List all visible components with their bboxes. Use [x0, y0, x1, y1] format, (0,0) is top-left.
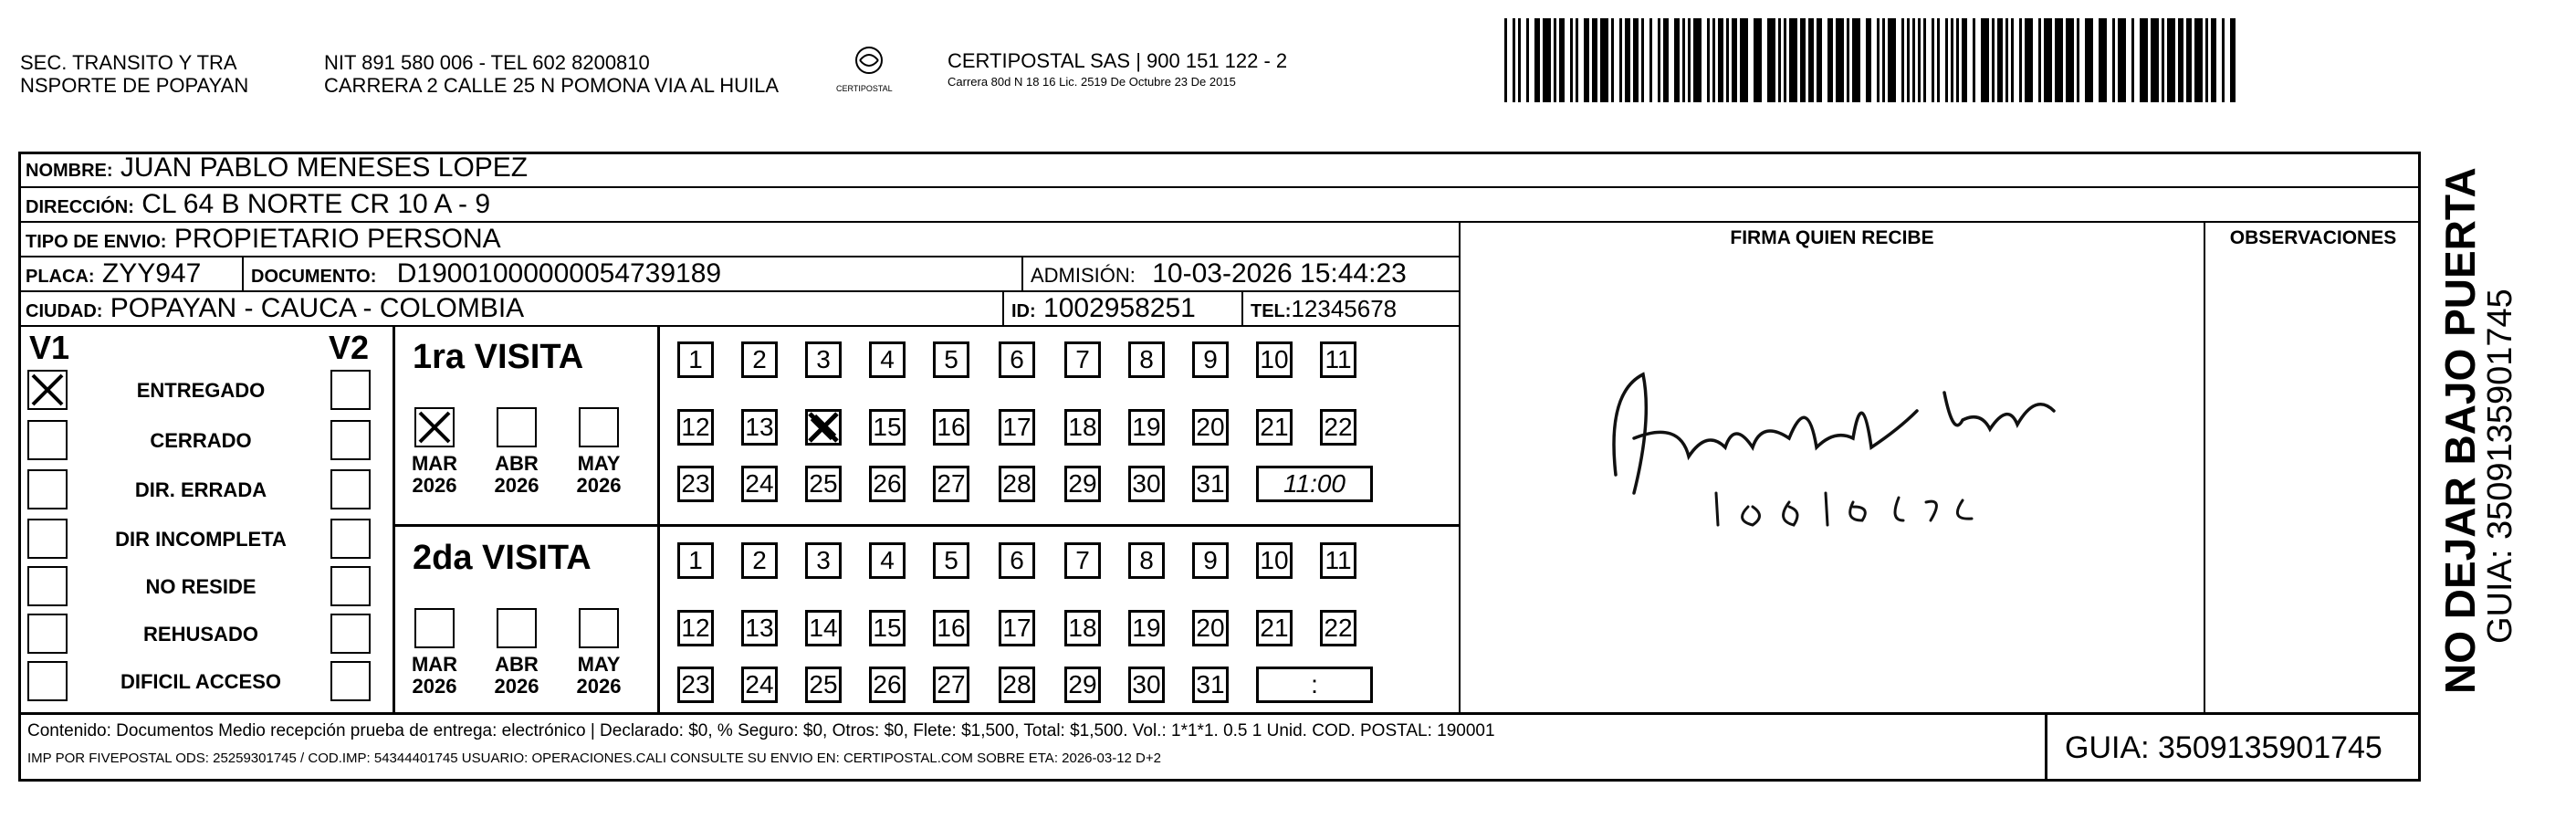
- footer-line-1: Contenido: Documentos Medio recepción prueba de entrega: electrónico | Declarado: $0, % Seguro: $0, Otros: $0, Flete: $1,500, Total: $1,500. Vol.: 1*1*1. 0.5 1 Unid. COD. POSTAL: 190001: [27, 721, 1495, 740]
- status-label: DIR. ERRADA: [134, 478, 267, 501]
- barcode-bar: [1718, 18, 1723, 102]
- nombre-label: NOMBRE:: [26, 161, 113, 181]
- day-box[interactable]: 7: [1064, 542, 1101, 579]
- barcode-bar: [1789, 18, 1797, 102]
- check-x-icon: [29, 372, 66, 408]
- visit-title: 1ra VISITA: [413, 338, 584, 376]
- day-box[interactable]: 26: [869, 466, 906, 502]
- v1-label: V1: [29, 329, 70, 366]
- month-name: ABR: [495, 653, 539, 676]
- barcode-bar: [1584, 18, 1589, 102]
- day-box[interactable]: 25: [805, 466, 842, 502]
- status-label: DIFICIL ACCESO: [120, 670, 281, 693]
- check-x-icon: [416, 409, 453, 446]
- barcode-bar: [1633, 18, 1639, 102]
- v1-checkbox[interactable]: [27, 661, 68, 701]
- day-box[interactable]: [805, 409, 842, 446]
- barcode-bar: [2077, 18, 2079, 102]
- barcode-bar: [2066, 18, 2074, 102]
- tipo-value: PROPIETARIO PERSONA: [173, 224, 501, 254]
- month-year: 2026: [494, 474, 539, 497]
- day-box[interactable]: 27: [933, 667, 969, 703]
- barcode-bar: [1992, 18, 1995, 102]
- barcode-bar: [1712, 18, 1715, 102]
- month-label: [489, 654, 544, 698]
- courier-line: CERTIPOSTAL SAS | 900 151 122 - 2: [948, 49, 1288, 72]
- day-box[interactable]: 1: [677, 341, 714, 378]
- month-checkbox[interactable]: [414, 407, 455, 447]
- day-box[interactable]: 19: [1128, 610, 1165, 646]
- month-name: MAY: [577, 452, 621, 475]
- day-box[interactable]: 9: [1192, 341, 1229, 378]
- day-box[interactable]: 25: [805, 667, 842, 703]
- nombre-row: [18, 152, 2421, 186]
- org-line-1: SEC. TRANSITO Y TRA: [20, 51, 237, 74]
- barcode-bar: [1973, 18, 1975, 102]
- org-line-2: NSPORTE DE POPAYAN: [20, 74, 249, 97]
- barcode-bar: [1641, 18, 1644, 102]
- day-box[interactable]: 3: [805, 542, 842, 579]
- certipostal-logo: [851, 46, 887, 82]
- day-box[interactable]: 6: [999, 341, 1035, 378]
- id-cell: [1002, 290, 1241, 325]
- day-box[interactable]: 18: [1064, 610, 1101, 646]
- logo-caption: CERTIPOSTAL: [836, 84, 893, 93]
- barcode-bar: [1877, 18, 1880, 102]
- v2-checkbox[interactable]: [330, 519, 371, 559]
- month-label: [571, 654, 626, 698]
- barcode-bar: [2140, 18, 2148, 102]
- day-box[interactable]: 14: [805, 610, 842, 646]
- barcode-bar: [2085, 18, 2093, 102]
- barcode-bar: [2011, 18, 2014, 102]
- month-year: 2026: [412, 474, 457, 497]
- barcode-bar: [1663, 18, 1669, 102]
- day-box[interactable]: 31: [1192, 466, 1229, 502]
- v2-checkbox[interactable]: [330, 420, 371, 460]
- day-box[interactable]: 15: [869, 610, 906, 646]
- admision-cell: [1021, 256, 1459, 290]
- firma-divider: [1459, 256, 1461, 712]
- day-box[interactable]: 12: [677, 409, 714, 446]
- day-box[interactable]: 20: [1192, 610, 1229, 646]
- barcode-bar: [1754, 18, 1762, 102]
- barcode-bar: [1918, 18, 1921, 102]
- barcode-bar: [1817, 18, 1822, 102]
- day-box[interactable]: 23: [677, 667, 714, 703]
- day-box[interactable]: 22: [1320, 610, 1356, 646]
- day-box[interactable]: 15: [869, 409, 906, 446]
- v1-checkbox[interactable]: [27, 614, 68, 654]
- ciudad-value: POPAYAN - CAUCA - COLOMBIA: [110, 293, 525, 323]
- month-year: 2026: [576, 474, 622, 497]
- barcode-bar: [1882, 18, 1885, 102]
- month-name: MAR: [411, 653, 458, 676]
- barcode-bar: [1808, 18, 1814, 102]
- barcode-bar: [1951, 18, 1953, 102]
- barcode-bar: [1707, 18, 1710, 102]
- barcode-bar: [1907, 18, 1910, 102]
- barcode-bar: [1932, 18, 1934, 102]
- barcode-bar: [1740, 18, 1748, 102]
- tel-value: 12345678: [1291, 295, 1398, 322]
- day-box[interactable]: 2: [741, 542, 778, 579]
- day-box[interactable]: 21: [1256, 610, 1293, 646]
- day-box[interactable]: 11: [1320, 341, 1356, 378]
- day-box[interactable]: 5: [933, 341, 969, 378]
- month-name: MAR: [411, 452, 458, 475]
- day-box[interactable]: 5: [933, 542, 969, 579]
- day-box[interactable]: 29: [1064, 667, 1101, 703]
- v2-label: V2: [329, 329, 370, 366]
- day-box[interactable]: 22: [1320, 409, 1356, 446]
- day-box[interactable]: 29: [1064, 466, 1101, 502]
- day-box[interactable]: 17: [999, 409, 1035, 446]
- barcode-bar: [2230, 18, 2236, 102]
- barcode-bar: [1600, 18, 1608, 102]
- barcode-bar: [1901, 18, 1904, 102]
- barcode-bar: [2099, 18, 2107, 102]
- v2-checkbox[interactable]: [330, 566, 371, 606]
- obs-divider: [2204, 256, 2205, 712]
- day-box[interactable]: 16: [933, 409, 969, 446]
- side-guia: GUIA: 3509135901745: [2481, 289, 2519, 644]
- check-x-icon: [808, 412, 839, 443]
- courier-sub: Carrera 80d N 18 16 Lic. 2519 De Octubre 23 De 2015: [948, 75, 1236, 89]
- status-label: DIR INCOMPLETA: [115, 528, 287, 551]
- day-box[interactable]: 11: [1320, 542, 1356, 579]
- day-box[interactable]: 4: [869, 341, 906, 378]
- barcode-bar: [2222, 18, 2225, 102]
- admision-value: 10-03-2026 15:44:23: [1152, 258, 1407, 289]
- time-box[interactable]: 11:00: [1256, 466, 1373, 502]
- barcode-bar: [1554, 18, 1556, 102]
- barcode-bar: [2162, 18, 2164, 102]
- barcode-bar: [1827, 18, 1833, 102]
- barcode-bar: [2186, 18, 2192, 102]
- v2-checkbox[interactable]: [330, 370, 371, 410]
- v2-checkbox[interactable]: [330, 469, 371, 509]
- barcode-bar: [1732, 18, 1737, 102]
- month-checkbox[interactable]: [497, 407, 537, 447]
- barcode-bar: [1945, 18, 1948, 102]
- status-visit-divider: [393, 325, 395, 712]
- day-box[interactable]: 10: [1256, 542, 1293, 579]
- direccion-row: [18, 186, 2421, 221]
- barcode-bar: [1866, 18, 1871, 102]
- footer-guia: GUIA: 3509135901745: [2065, 730, 2382, 765]
- placa-label: PLACA:: [26, 267, 95, 287]
- status-label: ENTREGADO: [136, 379, 266, 402]
- barcode-bar: [2025, 18, 2033, 102]
- firma-header: FIRMA QUIEN RECIBE: [1459, 221, 2204, 256]
- month-year: 2026: [494, 675, 539, 698]
- barcode-bar: [2178, 18, 2183, 102]
- barcode-bar: [1688, 18, 1691, 102]
- barcode-bar: [2167, 18, 2175, 102]
- status-top-line: [18, 325, 1459, 327]
- v1-checkbox[interactable]: [27, 519, 68, 559]
- footer-line: [18, 712, 2421, 715]
- barcode-bar: [2019, 18, 2022, 102]
- barcode-bar: [1543, 18, 1551, 102]
- day-box[interactable]: 17: [999, 610, 1035, 646]
- barcode-bar: [1513, 18, 1515, 102]
- day-box[interactable]: 28: [999, 466, 1035, 502]
- barcode-bar: [1658, 18, 1660, 102]
- barcode-bar: [1674, 18, 1680, 102]
- barcode-bar: [1611, 18, 1614, 102]
- tipo-row: [18, 221, 1459, 256]
- barcode-bar: [1649, 18, 1652, 102]
- day-box[interactable]: 20: [1192, 409, 1229, 446]
- day-box[interactable]: 26: [869, 667, 906, 703]
- documento-label: DOCUMENTO:: [251, 267, 377, 287]
- day-box[interactable]: 10: [1256, 341, 1293, 378]
- visit-separator: [393, 524, 1459, 527]
- month-name: ABR: [495, 452, 539, 475]
- month-checkbox[interactable]: [579, 608, 619, 648]
- documento-value: D19001000000054739189: [396, 258, 722, 289]
- barcode-bar: [1852, 18, 1860, 102]
- barcode-bar: [2038, 18, 2041, 102]
- day-box[interactable]: 19: [1128, 409, 1165, 446]
- tel-label: TEL:: [1251, 301, 1292, 321]
- placa-value: ZYY947: [101, 258, 202, 289]
- barcode-bar: [1559, 18, 1565, 102]
- barcode-bar: [1784, 18, 1786, 102]
- day-box[interactable]: 31: [1192, 667, 1229, 703]
- status-label: REHUSADO: [143, 623, 258, 646]
- v1-checkbox[interactable]: [27, 370, 68, 410]
- nombre-value: JUAN PABLO MENESES LOPEZ: [120, 152, 529, 183]
- ciudad-cell: [18, 290, 1002, 325]
- address-line: CARRERA 2 CALLE 25 N POMONA VIA AL HUILA: [324, 74, 780, 97]
- day-box[interactable]: 27: [933, 466, 969, 502]
- barcode-bar: [1592, 18, 1597, 102]
- id-value: 1002958251: [1043, 293, 1196, 323]
- barcode-bar: [2151, 18, 2159, 102]
- nit-line: NIT 891 580 006 - TEL 602 8200810: [324, 51, 650, 74]
- barcode-bar: [1534, 18, 1540, 102]
- barcode-bar: [1836, 18, 1844, 102]
- barcode-bar: [1504, 18, 1507, 102]
- direccion-label: DIRECCIÓN:: [26, 197, 134, 217]
- month-label: [407, 453, 462, 497]
- day-box[interactable]: 1: [677, 542, 714, 579]
- month-label: [489, 453, 544, 497]
- barcode-bar: [2055, 18, 2063, 102]
- barcode-bar: [2044, 18, 2052, 102]
- month-label: [407, 654, 462, 698]
- id-label: ID:: [1011, 301, 1036, 321]
- barcode-bar: [1937, 18, 1940, 102]
- handwritten-signature: [1579, 338, 2145, 548]
- logo-icon: [851, 46, 887, 82]
- month-year: 2026: [412, 675, 457, 698]
- barcode-bar: [2131, 18, 2134, 102]
- footer-guia-divider: [2045, 715, 2047, 782]
- barcode-bar: [1997, 18, 2003, 102]
- barcode-bar: [1847, 18, 1849, 102]
- footer-line-2: IMP POR FIVEPOSTAL ODS: 25259301745 / COD.IMP: 54344401745 USUARIO: OPERACIONES.CALI CONSULTE SU ENVIO EN: CERTIPOSTAL.COM SOBRE ETA: 2026-03-12 D+2: [27, 751, 1161, 766]
- month-day-divider: [657, 325, 660, 712]
- day-box[interactable]: 7: [1064, 341, 1101, 378]
- day-box[interactable]: 24: [741, 667, 778, 703]
- day-box[interactable]: 8: [1128, 341, 1165, 378]
- barcode-bar: [2194, 18, 2203, 102]
- barcode-bar: [1923, 18, 1926, 102]
- time-box[interactable]: :: [1256, 667, 1373, 703]
- barcode-bar: [1800, 18, 1806, 102]
- month-checkbox[interactable]: [414, 608, 455, 648]
- observaciones-header: OBSERVACIONES: [2204, 221, 2421, 256]
- barcode-bar: [1962, 18, 1967, 102]
- day-box[interactable]: 13: [741, 409, 778, 446]
- v2-checkbox[interactable]: [330, 661, 371, 701]
- month-checkbox[interactable]: [497, 608, 537, 648]
- day-box[interactable]: 24: [741, 466, 778, 502]
- day-box[interactable]: 30: [1128, 466, 1165, 502]
- barcode-bar: [1726, 18, 1729, 102]
- status-label: CERRADO: [150, 429, 252, 452]
- barcode-bar: [1981, 18, 1989, 102]
- barcode-bar: [1619, 18, 1622, 102]
- barcode-bar: [1693, 18, 1702, 102]
- barcode-bar: [1888, 18, 1896, 102]
- barcode-bar: [1625, 18, 1630, 102]
- day-box[interactable]: 16: [933, 610, 969, 646]
- day-box[interactable]: 4: [869, 542, 906, 579]
- barcode-bar: [1682, 18, 1685, 102]
- day-box[interactable]: 21: [1256, 409, 1293, 446]
- barcode-bar: [1767, 18, 1775, 102]
- v1-checkbox[interactable]: [27, 469, 68, 509]
- admision-label: ADMISIÓN:: [1031, 264, 1136, 287]
- tipo-label: TIPO DE ENVIO:: [26, 232, 167, 252]
- day-box[interactable]: 9: [1192, 542, 1229, 579]
- barcode-bar: [1576, 18, 1578, 102]
- barcode-bar: [2005, 18, 2008, 102]
- barcode-bar: [1956, 18, 1959, 102]
- day-box[interactable]: 30: [1128, 667, 1165, 703]
- tel-cell: [1241, 290, 1459, 325]
- day-box[interactable]: 23: [677, 466, 714, 502]
- barcode-bar: [2211, 18, 2216, 102]
- day-box[interactable]: 8: [1128, 542, 1165, 579]
- day-box[interactable]: 28: [999, 667, 1035, 703]
- month-label: [571, 453, 626, 497]
- barcode-bar: [1778, 18, 1781, 102]
- day-box[interactable]: 2: [741, 341, 778, 378]
- v1-checkbox[interactable]: [27, 566, 68, 606]
- barcode-bar: [1570, 18, 1573, 102]
- day-box[interactable]: 3: [805, 341, 842, 378]
- day-box[interactable]: 18: [1064, 409, 1101, 446]
- side-warning: NO DEJAR BAJO PUERTA: [2436, 167, 2484, 694]
- visit-title: 2da VISITA: [413, 539, 592, 577]
- day-box[interactable]: 13: [741, 610, 778, 646]
- barcode-bar: [1526, 18, 1529, 102]
- barcode-bar: [2112, 18, 2115, 102]
- direccion-value: CL 64 B NORTE CR 10 A - 9: [141, 189, 491, 219]
- barcode-bar: [1518, 18, 1521, 102]
- month-name: MAY: [577, 653, 621, 676]
- documento-cell: [242, 256, 1021, 290]
- month-year: 2026: [576, 675, 622, 698]
- barcode-bar: [2118, 18, 2126, 102]
- month-checkbox[interactable]: [579, 407, 619, 447]
- barcode: [1504, 0, 2246, 110]
- day-box[interactable]: 6: [999, 542, 1035, 579]
- status-label: NO RESIDE: [145, 575, 257, 598]
- barcode-bar: [1912, 18, 1915, 102]
- placa-cell: [18, 256, 242, 290]
- day-box[interactable]: 12: [677, 610, 714, 646]
- v1-checkbox[interactable]: [27, 420, 68, 460]
- v2-checkbox[interactable]: [330, 614, 371, 654]
- ciudad-label: CIUDAD:: [26, 301, 103, 321]
- barcode-bar: [2205, 18, 2208, 102]
